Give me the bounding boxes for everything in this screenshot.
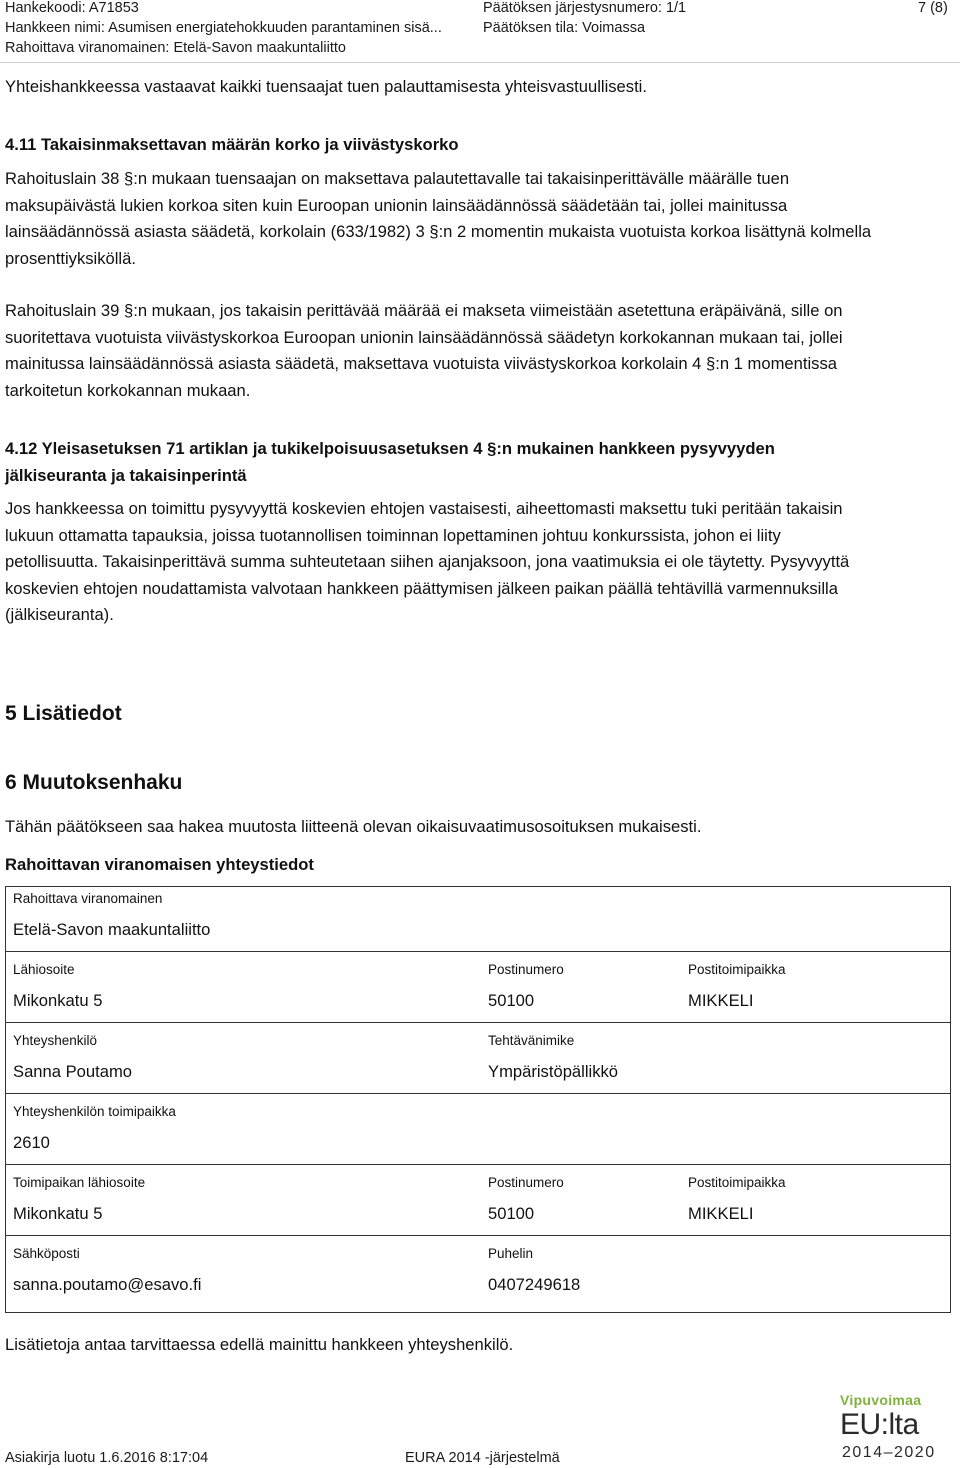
text-line: petollisuutta. Takaisinperittävä summa suhteutetaan siihen ajanjaksoon, jona vaatimuksia ei ole täytetty. Pysyvyyttä — [5, 552, 850, 571]
text-line: lukuun ottamatta tapauksia, joissa tuotannollisen toiminnan lopettaminen johtuu konkurssista, johon ei liity — [5, 525, 781, 545]
postoffice-value: MIKKELI — [688, 991, 754, 1010]
document-created: Asiakirja luotu 1.6.2016 8:17:04 — [5, 1450, 209, 1466]
row-divider — [6, 1235, 950, 1236]
text-line: Rahoituslain 38 §:n mukaan tuensaajan on maksettava palautettavalle tai takaisinperittävälle määrälle tuen — [5, 169, 790, 188]
page-number: 7 (8) — [918, 0, 948, 16]
system-name: EURA 2014 -järjestelmä — [405, 1450, 560, 1466]
text-line: suoritettava vuotuista viivästyskorkoa Euroopan unionin lainsäädännössä säädetyn korkokannan mukaan tai, jollei — [5, 327, 843, 347]
row-divider — [6, 951, 950, 952]
authority-label: Rahoittava viranomainen — [13, 891, 163, 906]
row-divider — [6, 1022, 950, 1023]
text-line: prosenttiyksiköllä. — [5, 248, 136, 268]
office-address-value: Mikonkatu 5 — [13, 1204, 103, 1223]
text-line: tarkoitetun korkokannan mukaan. — [5, 380, 251, 400]
logo-main-text: EU:lta — [840, 1408, 919, 1441]
text-line: Rahoituslain 39 §:n mukaan, jos takaisin perittävää määrää ei makseta viimeistään asetettuna eräpäivänä, sille on — [5, 301, 843, 320]
section-4-11-paragraph-1 — [5, 166, 955, 272]
email-label: Sähköposti — [13, 1246, 80, 1261]
office-postoffice-value: MIKKELI — [688, 1204, 754, 1223]
section-4-11-heading: 4.11 Takaisinmaksettavan määrän korko ja viivästyskorko — [5, 135, 459, 154]
project-name: Hankkeen nimi: Asumisen energiatehokkuuden parantaminen sisä... — [5, 20, 442, 36]
phone-label: Puhelin — [488, 1246, 534, 1261]
heading-line: jälkiseuranta ja takaisinperintä — [5, 465, 247, 485]
office-postcode-label: Postinumero — [488, 1175, 564, 1190]
text-line: koskevien ehtojen noudattamista valvotaan hankkeen päättymisen jälkeen paikan päällä tehtävillä varmennuksilla — [5, 578, 838, 598]
decision-number: Päätöksen järjestysnumero: 1/1 — [483, 0, 687, 16]
funding-authority: Rahoittava viranomainen: Etelä-Savon maakuntaliitto — [5, 40, 346, 56]
postcode-label: Postinumero — [488, 962, 564, 977]
joint-liability-text: Yhteishankkeessa vastaavat kaikki tuensaajat tuen palauttamisesta yhteisvastuullisesti. — [5, 77, 647, 96]
contact-person-value: Sanna Poutamo — [13, 1062, 133, 1081]
text-line: Jos hankkeessa on toimittu pysyvyyttä koskevien ehtojen vastaisesti, aiheettomasti maksettu tuki peritään takaisin — [5, 499, 843, 518]
postoffice-label: Postitoimipaikka — [688, 962, 786, 977]
header-divider — [0, 62, 960, 63]
office-value: 2610 — [13, 1133, 50, 1152]
row-divider — [6, 1164, 950, 1165]
address-value: Mikonkatu 5 — [13, 991, 103, 1010]
contact-table — [5, 886, 951, 1313]
more-info-text: Lisätietoja antaa tarvittaessa edellä mainittu hankkeen yhteyshenkilö. — [5, 1335, 514, 1354]
contact-person-label: Yhteyshenkilö — [13, 1033, 98, 1048]
text-line: (jälkiseuranta). — [5, 605, 114, 624]
heading-line: 4.12 Yleisasetuksen 71 artiklan ja tukikelpoisuusasetuksen 4 §:n mukainen hankkeen pysyvyyden — [5, 439, 775, 458]
text-line: lainsäädännössä asiasta säädetä, korkolain (633/1982) 3 §:n 2 momentin mukaista vuotuista korkoa lisättynä kolmella — [5, 222, 872, 241]
text-line: maksupäivästä lukien korkoa siten kuin Euroopan unionin lainsäädännössä säädetään tai, jollei mainitussa — [5, 195, 788, 215]
project-code: Hankekoodi: A71853 — [5, 0, 139, 16]
job-title-value: Ympäristöpällikkö — [488, 1062, 619, 1081]
authority-value: Etelä-Savon maakuntaliitto — [13, 920, 211, 939]
section-6-heading: 6 Muutoksenhaku — [5, 771, 183, 794]
section-5-heading: 5 Lisätiedot — [5, 702, 122, 725]
office-label: Yhteyshenkilön toimipaikka — [13, 1104, 176, 1119]
section-4-11-paragraph-2 — [5, 298, 955, 404]
contact-heading: Rahoittavan viranomaisen yhteystiedot — [5, 855, 314, 874]
logo-years: 2014–2020 — [842, 1444, 936, 1461]
office-address-label: Toimipaikan lähiosoite — [13, 1175, 146, 1190]
row-divider — [6, 1093, 950, 1094]
appeal-text: Tähän päätökseen saa hakea muutosta liitteenä olevan oikaisuvaatimusosoituksen mukaisesti. — [5, 817, 702, 836]
phone-value: 0407249618 — [488, 1275, 581, 1294]
postcode-value: 50100 — [488, 991, 535, 1010]
job-title-label: Tehtävänimike — [488, 1033, 575, 1048]
section-4-12-heading — [5, 436, 955, 489]
email-value: sanna.poutamo@esavo.fi — [13, 1275, 202, 1294]
logo-tagline: Vipuvoimaa — [840, 1392, 922, 1408]
text-line: mainitussa lainsäädännössä asiasta säädetä, maksettava vuotuista viivästyskorkoa korkolain 4 §:n 1 momentissa — [5, 354, 837, 373]
decision-status: Päätöksen tila: Voimassa — [483, 20, 646, 36]
office-postcode-value: 50100 — [488, 1204, 535, 1223]
office-postoffice-label: Postitoimipaikka — [688, 1175, 786, 1190]
section-4-12-paragraph — [5, 496, 955, 629]
address-label: Lähiosoite — [13, 962, 75, 977]
eu-funding-logo — [838, 1392, 954, 1464]
